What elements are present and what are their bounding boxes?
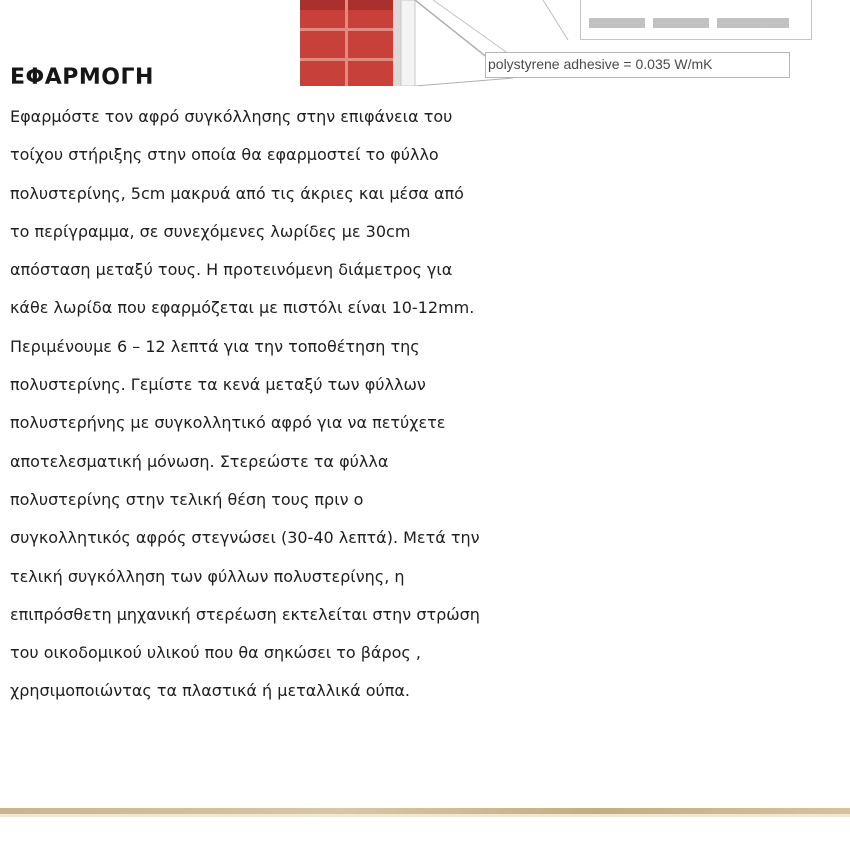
paragraph-line: χρησιμοποιώντας τα πλαστικά ή μεταλλικά ούπα. [10, 681, 411, 701]
bottom-border-shadow [0, 814, 850, 817]
paragraph-line: Εφαρμόστε τον αφρό συγκόλλησης στην επιφάνεια του [10, 107, 453, 126]
paragraph-line: πολυστερίνης. Γεμίστε τα κενά μεταξύ των φύλλων [10, 375, 426, 395]
paragraph-line: Περιμένουμε 6 – 12 λεπτά για την τοποθέτηση της [10, 336, 420, 356]
paragraph-line: κάθε λωρίδα που εφαρμόζεται με πιστόλι είναι 10-12mm. [10, 298, 475, 318]
paragraph-line: το περίγραμμα, σε συνεχόμενες λωρίδες με 30cm [10, 221, 411, 241]
paragraph-line: πολυστερίνης, 5cm μακρυά από τις άκριες και μέσα από [10, 183, 464, 203]
paragraph-line: τοίχου στήριξης στην οποία θα εφαρμοστεί το φύλλο [10, 145, 439, 165]
diagram-callout-box [580, 0, 812, 40]
paragraph-line: τελική συγκόλληση των φύλλων πολυστερίνης, η [10, 566, 405, 586]
brick-wall-illustration [300, 0, 393, 86]
paragraph-line: αποτελεσματική μόνωση. Στερεώστε τα φύλλα [10, 451, 389, 471]
paragraph-line: συγκολλητικός αφρός στεγνώσει (30-40 λεπτά). Μετά την [10, 528, 480, 548]
section-heading: ΕΦΑΡΜΟΓΗ [10, 65, 154, 90]
instructions-paragraph [10, 98, 850, 711]
paragraph-line: επιπρόσθετη μηχανική στερέωση εκτελείται στην στρώση [10, 604, 480, 624]
insulation-diagram [290, 0, 850, 86]
paragraph-line: του οικοδομικού υλικού που θα σηκώσει το βάρος , [10, 643, 421, 663]
paragraph-line: απόσταση μεταξύ τους. Η προτεινόμενη διάμετρος για [10, 260, 453, 280]
paragraph-line: πολυστερήνης με συγκολλητικό αφρό για να πετύχετε [10, 413, 446, 433]
paragraph-line: πολυστερίνης στην τελική θέση τους πριν ο [10, 489, 364, 509]
adhesive-callout-label: polystyrene adhesive = 0.035 W/mK [488, 56, 713, 72]
